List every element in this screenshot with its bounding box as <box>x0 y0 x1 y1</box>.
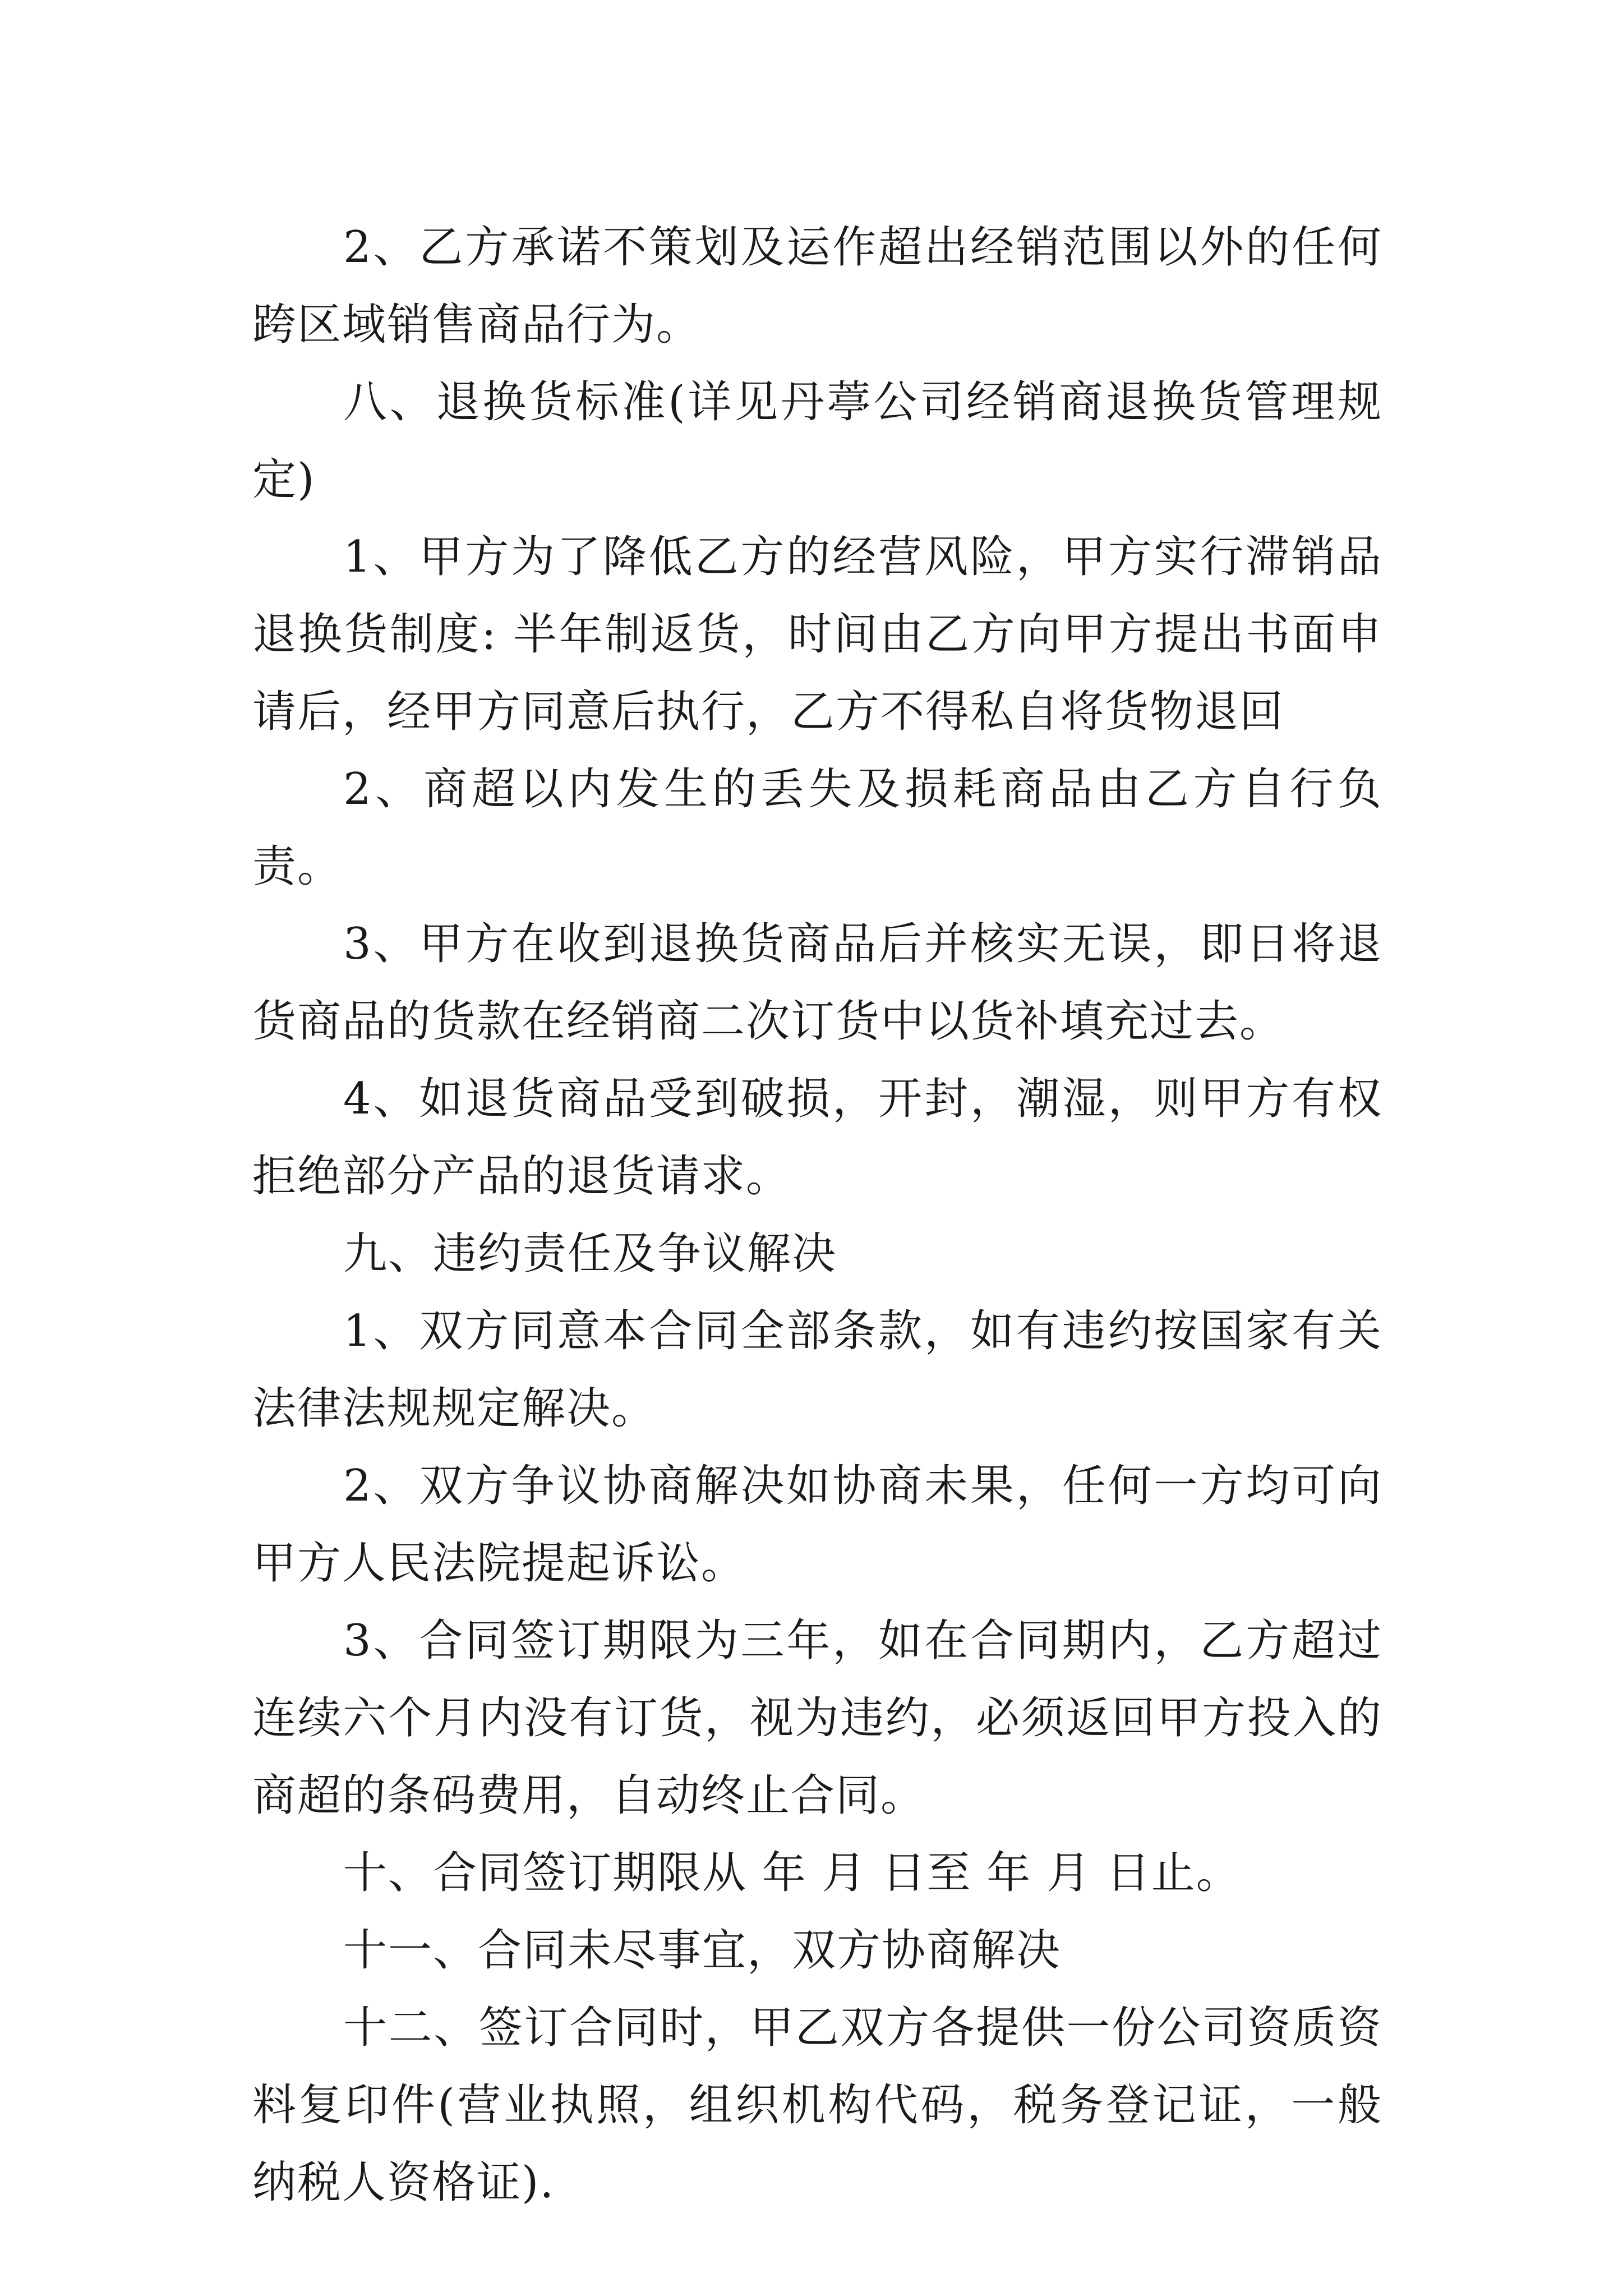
heading-section-9: 九、违约责任及争议解决 <box>343 1228 837 1279</box>
paragraph-clause-7-2: 2、乙方承诺不策划及运作超出经销范围以外的任何跨区域销售商品行为。 <box>252 222 1382 350</box>
paragraph-clause-9-1: 1、双方同意本合同全部条款，如有违约按国家有关法律法规规定解决。 <box>252 1306 1382 1434</box>
document-body <box>252 209 1382 2221</box>
paragraph-clause-8-2: 2、商超以内发生的丢失及损耗商品由乙方自行负责。 <box>252 764 1382 892</box>
paragraph-clause-8-3: 3、甲方在收到退换货商品后并核实无误，即日将退货商品的货款在经销商二次订货中以货补填充过去。 <box>252 919 1382 1047</box>
heading-section-8: 八、退换货标准(详见丹葶公司经销商退换货管理规定) <box>252 377 1382 505</box>
paragraph-clause-9-3: 3、合同签订期限为三年，如在合同期内，乙方超过连续六个月内没有订货，视为违约，必须返回甲方投入的商超的条码费用，自动终止合同。 <box>252 1616 1382 1821</box>
paragraph-clause-8-4: 4、如退货商品受到破损，开封，潮湿，则甲方有权拒绝部分产品的退货请求。 <box>252 1074 1382 1202</box>
paragraph-section-12: 十二、签订合同时，甲乙双方各提供一份公司资质资料复印件(营业执照，组织机构代码，税务登记证，一般纳税人资格证). <box>252 2003 1382 2208</box>
paragraph-clause-8-1: 1、甲方为了降低乙方的经营风险，甲方实行滞销品退换货制度: 半年制返货，时间由乙方向甲方提出书面申请后，经甲方同意后执行，乙方不得私自将货物退回 <box>252 532 1382 737</box>
paragraph-section-10: 十、合同签订期限从 年 月 日至 年 月 日止。 <box>343 1848 1241 1898</box>
paragraph-section-11: 十一、合同未尽事宜，双方协商解决 <box>343 1925 1062 1976</box>
paragraph-clause-9-2: 2、双方争议协商解决如协商未果，任何一方均可向甲方人民法院提起诉讼。 <box>252 1461 1382 1589</box>
